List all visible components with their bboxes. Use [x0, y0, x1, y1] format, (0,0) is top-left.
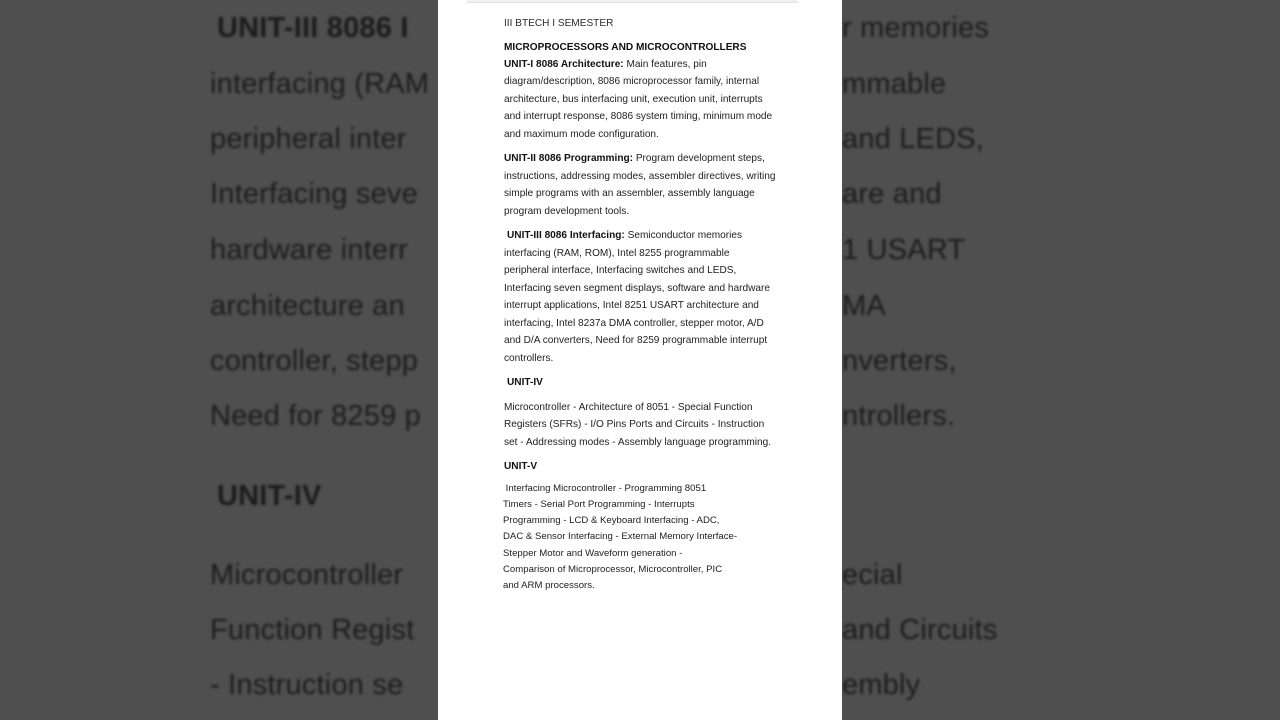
semester-label: III BTECH I SEMESTER: [504, 18, 614, 29]
bg-text-line: UNIT-IV: [217, 480, 322, 512]
bg-text-line: 1 USART: [842, 234, 966, 266]
unit-5-line: DAC & Sensor Interfacing - External Memory Interface-: [503, 531, 738, 543]
bg-text-line: Need for 8259 p: [210, 400, 421, 432]
unit-5-line: and ARM processors.: [503, 580, 595, 592]
bg-text-line: and LEDS,: [842, 123, 985, 155]
bg-text-line: ecial: [842, 559, 903, 591]
unit-1-title: UNIT-I 8086 Architecture:: [504, 58, 624, 70]
bg-text-line: are and: [842, 178, 942, 210]
bg-text-line: Interfacing seve: [210, 178, 418, 210]
bg-text-line: architecture an: [210, 290, 405, 322]
bg-text-line: - Instruction se: [210, 669, 404, 701]
bg-text-line: controller, stepp: [210, 345, 419, 377]
subject-title: MICROPROCESSORS AND MICROCONTROLLERS: [504, 41, 747, 53]
bg-text-line: Microcontroller: [210, 559, 404, 591]
unit-3-body: Semiconductor memories interfacing (RAM, ROM), Intel 8255 programmable peripheral interface, Interfacing switches and LEDS, Interfacing seven segment displays, software and hardware interrupt applications, Intel 8251 USART architecture and interfacing, Intel 8237a DMA controller, stepper motor, A/D and D/A converters, Need for 8259 programmable interrupt controllers.: [504, 230, 770, 364]
unit-2: [504, 150, 776, 220]
bg-text-line: mmable: [842, 68, 947, 100]
unit-3: [504, 227, 776, 367]
bg-text-line: hardware interr: [210, 234, 409, 266]
bg-text-line: and Circuits: [842, 614, 998, 646]
bg-text-line: interfacing (RAM: [210, 68, 430, 100]
bg-text-line: UNIT-III 8086 I: [217, 12, 409, 44]
unit-2-title: UNIT-II 8086 Programming:: [504, 153, 634, 164]
bg-text-line: MA: [842, 290, 886, 322]
unit-5-line: Interfacing Microcontroller - Programming 8051: [503, 482, 707, 494]
bg-text-line: embly: [842, 669, 921, 701]
syllabus-content: [504, 15, 776, 595]
page-top-edge: [467, 0, 798, 3]
unit-3-title: UNIT-III 8086 Interfacing:: [507, 230, 625, 241]
unit-1: [504, 56, 776, 144]
unit-5-body: [503, 481, 776, 595]
bg-text-line: Function Regist: [210, 614, 415, 646]
unit-4-body: Microcontroller - Architecture of 8051 - Special Function Registers (SFRs) - I/O Pins Ports and Circuits - Instruction set - Addressing modes - Assembly language programming.: [504, 401, 772, 448]
bg-text-line: r memories: [842, 12, 990, 44]
unit-1-body: Main features, pin diagram/description, 8086 microprocessor family, internal architecture, bus interfacing unit, execution unit, interrupts and interrupt response, 8086 system timing, minimum mode and maximum mode configuration.: [504, 58, 773, 140]
bg-text-line: nverters,: [842, 345, 957, 377]
unit-5-line: Comparison of Microprocessor, Microcontroller, PIC: [503, 563, 723, 575]
unit-5-line: Stepper Motor and Waveform generation -: [503, 547, 683, 559]
unit-5-title: UNIT-V: [504, 461, 538, 472]
unit-2-body: Program development steps, instructions, addressing modes, assembler directives, writing simple programs with an assembler, assembly language program development tools.: [504, 153, 776, 217]
document-panel: [438, 0, 842, 720]
unit-4-title: UNIT-IV: [507, 377, 543, 388]
unit-5-line: Programming - LCD & Keyboard Interfacing - ADC,: [503, 515, 720, 527]
bg-text-line: ntrollers.: [842, 400, 956, 432]
unit-5-line: Timers - Serial Port Programming - Interrupts: [503, 498, 695, 510]
bg-text-line: peripheral inter: [210, 123, 407, 155]
